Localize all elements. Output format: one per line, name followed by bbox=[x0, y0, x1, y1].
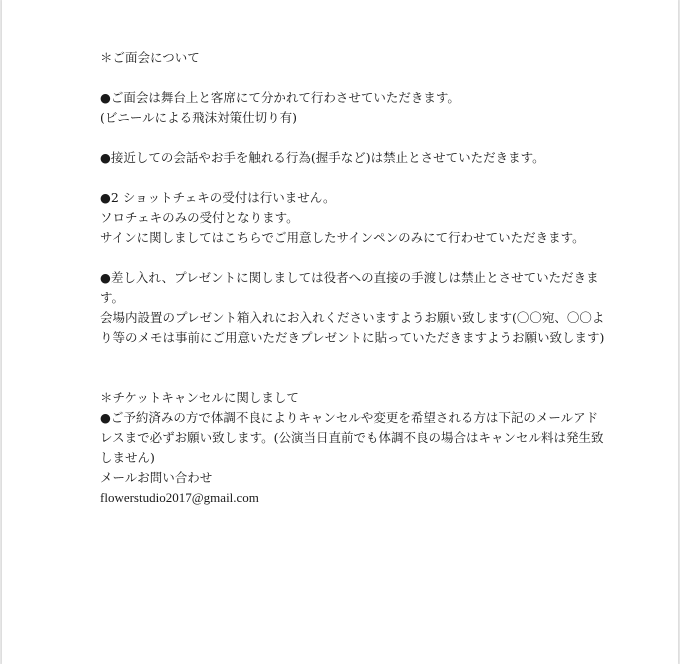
meeting-rule-1-line-1: ●ご面会は舞台上と客席にて分かれて行わさせていただきます。 bbox=[100, 90, 460, 105]
spacer bbox=[100, 348, 600, 388]
document-page bbox=[2, 0, 678, 664]
meeting-rule-3-line-2: ソロチェキのみの受付となります。 bbox=[100, 210, 299, 225]
spacer bbox=[100, 68, 600, 88]
meeting-rule-1-line-2: (ビニールによる飛沫対策仕切り有) bbox=[100, 110, 298, 125]
contact-email[interactable]: flowerstudio2017@gmail.com bbox=[100, 490, 259, 505]
meeting-rule-4-line-3: 会場内設置のプレゼント箱入れにお入れくださいますようお願い致します(〇〇宛、〇〇よ bbox=[100, 310, 605, 325]
meeting-rule-4-line-4: り等のメモは事前にご用意いただきプレゼントに貼っていただきますようお願い致します) bbox=[100, 330, 605, 345]
spacer bbox=[100, 168, 600, 188]
cancel-rule-line-3: しません) bbox=[100, 450, 155, 465]
meeting-rule-3-line-1: ●2 ショットチェキの受付は行いません。 bbox=[100, 190, 336, 205]
meeting-rule-2-line-1: ●接近しての会話やお手を触れる行為(握手など)は禁止とさせていただきます。 bbox=[100, 150, 545, 165]
spacer bbox=[100, 248, 600, 268]
meeting-rule-4-line-1: ●差し入れ、プレゼントに関しましては役者への直接の手渡しは禁止とさせていただきま bbox=[100, 270, 599, 285]
meeting-rule-3-line-3: サインに関しましてはこちらでご用意したサインペンのみにて行わせていただきます。 bbox=[100, 230, 585, 245]
cancel-rule-line-2: レスまで必ずお願い致します。(公演当日直前でも体調不良の場合はキャンセル料は発生致 bbox=[100, 430, 604, 445]
meeting-rule-4-line-2: す。 bbox=[100, 290, 125, 305]
spacer bbox=[100, 128, 600, 148]
contact-label: メールお問い合わせ bbox=[100, 470, 213, 485]
cancel-rule-line-1: ●ご予約済みの方で体調不良によりキャンセルや変更を希望される方は下記のメールアド bbox=[100, 410, 599, 425]
document-body bbox=[100, 48, 605, 508]
cancel-heading: ＊チケットキャンセルに関しまして bbox=[100, 390, 299, 405]
meeting-heading: ＊ご面会について bbox=[100, 50, 200, 65]
